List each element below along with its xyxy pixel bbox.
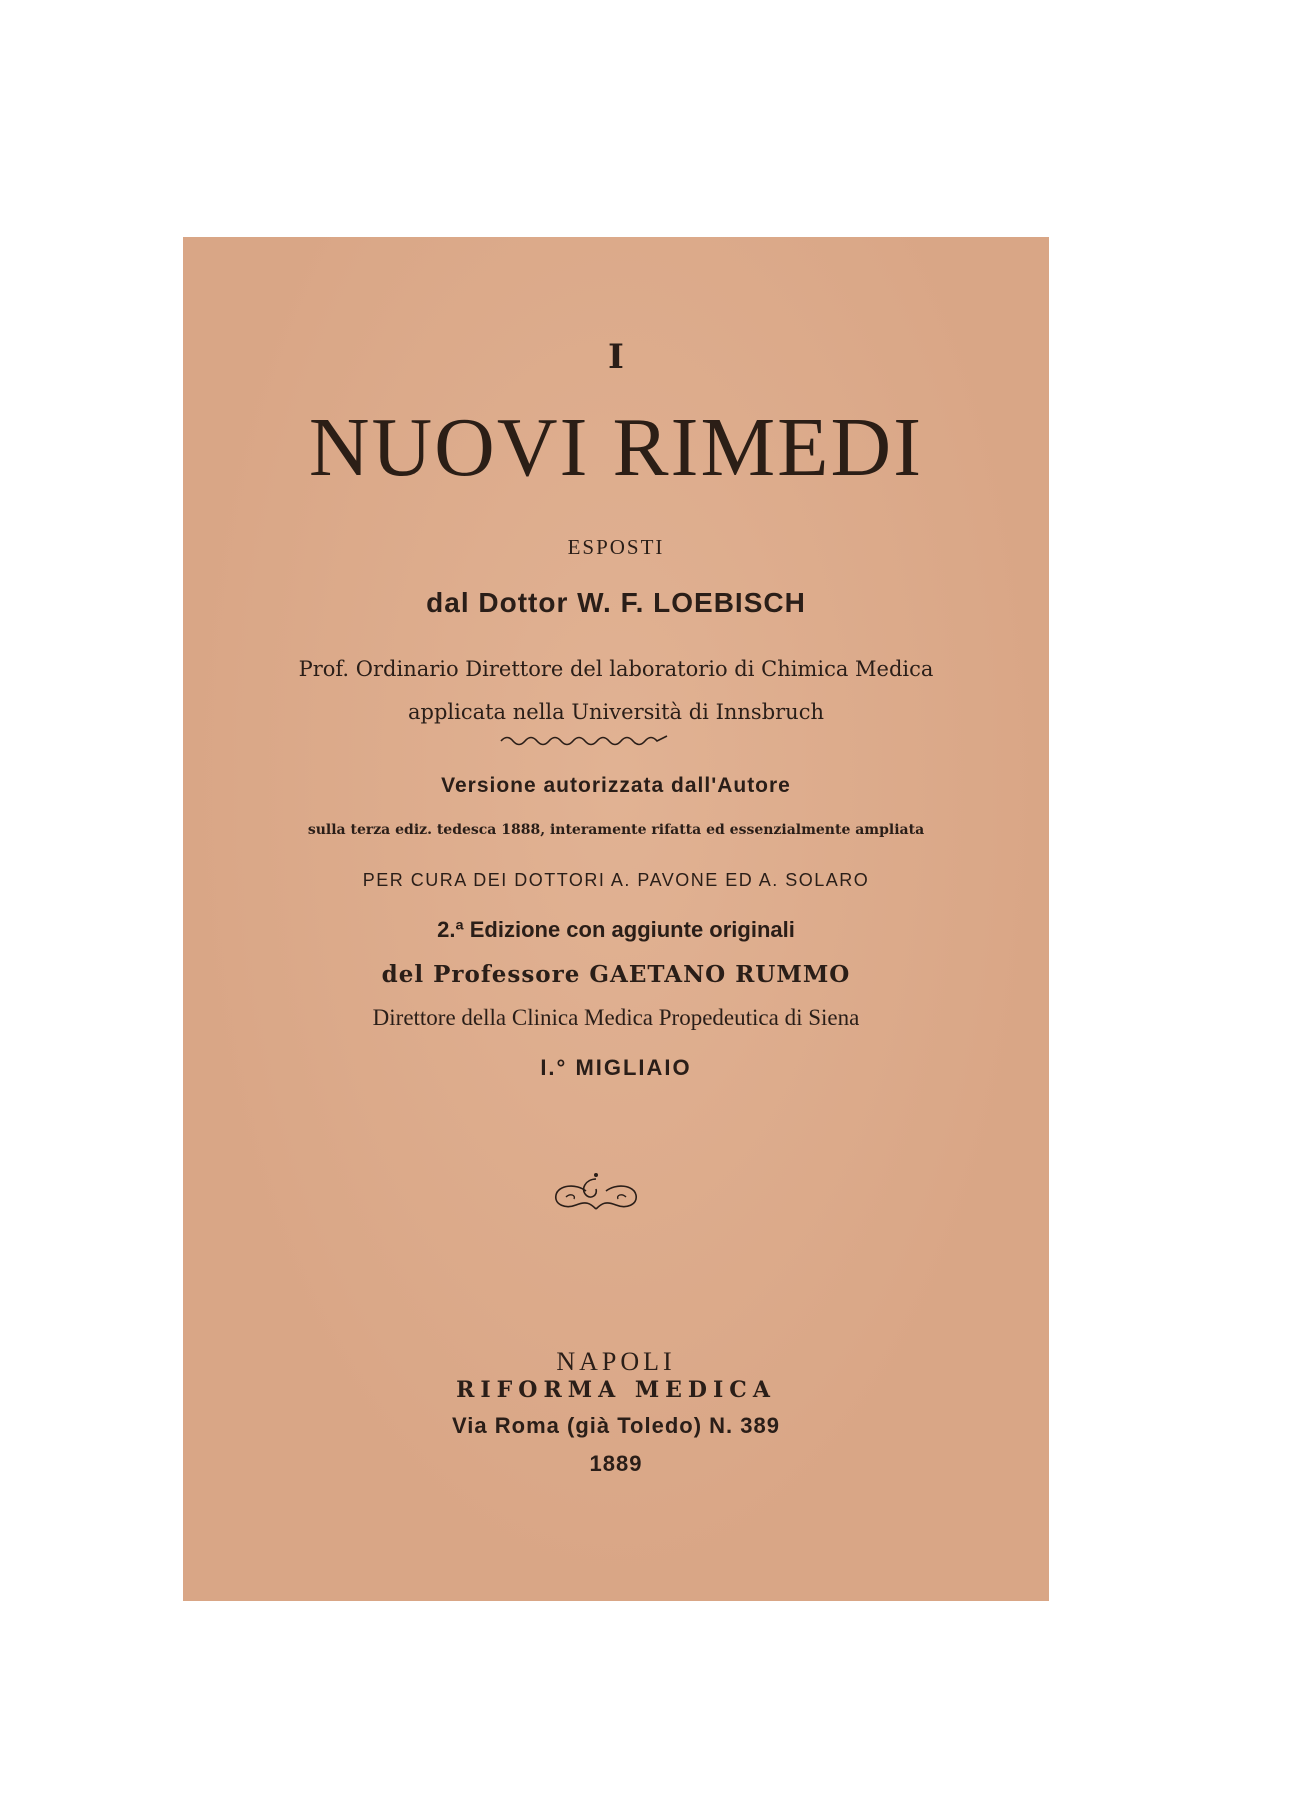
version-line: Versione autorizzata dall'Autore	[441, 774, 791, 797]
imprint-city: NAPOLI	[556, 1347, 676, 1376]
affiliation-line-2: applicata nella Università di Innsbruch	[408, 700, 824, 724]
wavy-rule-ornament	[499, 732, 669, 746]
affiliation-line-1: Prof. Ordinario Direttore del laboratorio di Chimica Medica	[298, 657, 934, 681]
scroll-ornament-icon	[546, 1169, 646, 1217]
imprint-publisher: RIFORMA MEDICA	[456, 1377, 776, 1403]
professor-line: del Professore GAETANO RUMMO	[381, 961, 851, 988]
edition-line: 2.ª Edizione con aggiunte originali	[437, 917, 795, 942]
title-page	[183, 237, 1049, 1601]
book-title: NUOVI RIMEDI	[308, 401, 924, 494]
subtitle: ESPOSTI	[567, 535, 665, 559]
print-run: I.° MIGLIAIO	[540, 1055, 692, 1080]
edition-note: sulla terza ediz. tedesca 1888, interamente rifatta ed essenzialmente ampliata	[307, 822, 925, 838]
clinic-line: Direttore della Clinica Medica Propedeutica di Siena	[372, 1005, 860, 1030]
author-line: dal Dottor W. F. LOEBISCH	[426, 587, 806, 618]
editors-line: PER CURA DEI DOTTORI A. PAVONE ED A. SOLARO	[362, 870, 870, 890]
volume-number: I	[608, 337, 624, 377]
imprint-year: 1889	[589, 1451, 643, 1476]
imprint-address: Via Roma (già Toledo) N. 389	[452, 1413, 780, 1438]
